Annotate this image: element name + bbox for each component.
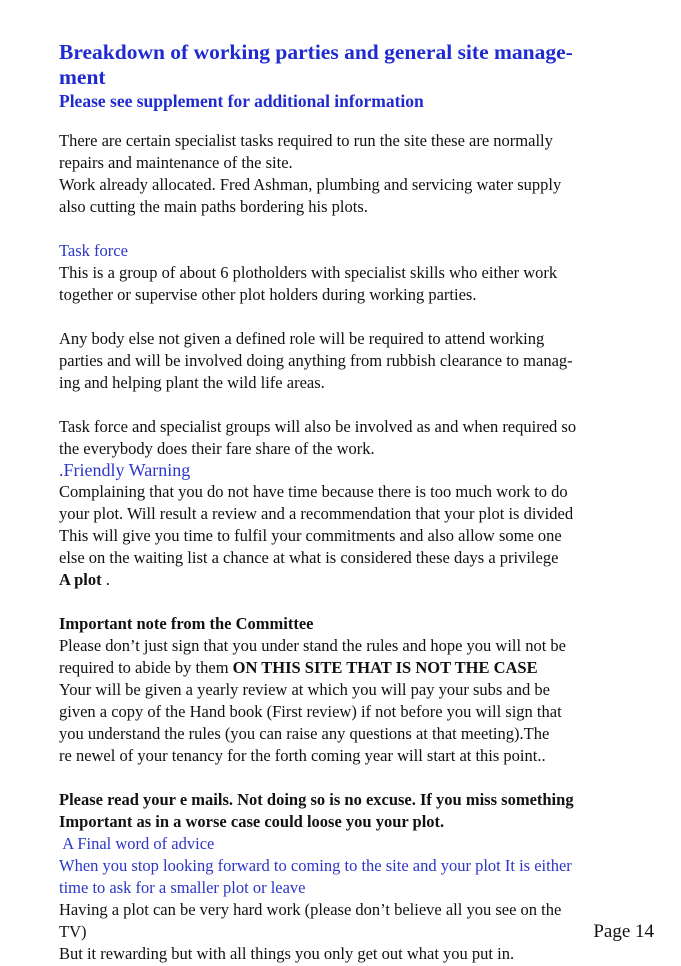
- intro-line: repairs and maintenance of the site.: [59, 153, 293, 172]
- intro-line: Work already allocated. Fred Ashman, plumbing and servicing water supply: [59, 175, 562, 194]
- anybody-line: ing and helping plant the wild life areas.: [59, 373, 325, 392]
- closing-line: Having a plot can be very hard work (please don’t believe all you see on the: [59, 900, 562, 919]
- intro-paragraph: [59, 130, 659, 218]
- intro-line: also cutting the main paths bordering his plots.: [59, 197, 368, 216]
- warning-paragraph: [59, 481, 659, 591]
- note-heading: Important note from the Committee: [59, 614, 314, 633]
- closing-paragraph: [59, 899, 659, 965]
- title-line-2: ment: [59, 65, 106, 89]
- closing-line: But it rewarding but with all things you only get out what you put in.: [59, 944, 515, 963]
- warning-bold-text: A plot: [59, 570, 102, 589]
- warning-line: This will give you time to fulfil your commitments and also allow some one: [59, 526, 562, 545]
- anybody-line: Any body else not given a defined role will be required to attend working: [59, 329, 545, 348]
- anybody-paragraph: [59, 328, 659, 394]
- email-warning: [59, 789, 659, 833]
- anybody-line: parties and will be involved doing anything from rubbish clearance to manag-: [59, 351, 573, 370]
- closing-line: TV): [59, 922, 87, 941]
- specialist-line: the everybody does their fare share of the work.: [59, 439, 375, 458]
- note-line: Your will be given a yearly review at which you will pay your subs and be: [59, 680, 550, 699]
- taskforce-line: together or supervise other plot holders during working parties.: [59, 285, 477, 304]
- advice-line: When you stop looking forward to coming to the site and your plot It is either: [59, 856, 572, 875]
- note-line-prefix: required to abide by them: [59, 658, 233, 677]
- document-page: [59, 40, 659, 965]
- note-line: Please don’t just sign that you under stand the rules and hope you will not be: [59, 636, 566, 655]
- warning-after-text: .: [101, 570, 110, 589]
- email-line: Please read your e mails. Not doing so is no excuse. If you miss something: [59, 790, 574, 809]
- note-line: re newel of your tenancy for the forth coming year will start at this point..: [59, 746, 546, 765]
- page-number: Page 14: [593, 921, 654, 942]
- taskforce-paragraph: [59, 262, 659, 306]
- note-emphasis: ON THIS SITE THAT IS NOT THE CASE: [232, 658, 538, 677]
- email-line: Important as in a worse case could loose you your plot.: [59, 812, 445, 831]
- note-line: you understand the rules (you can raise any questions at that meeting).The: [59, 724, 550, 743]
- warning-line: else on the waiting list a chance at what is considered these days a privilege: [59, 548, 559, 567]
- document-subtitle: Please see supplement for additional information: [59, 91, 424, 111]
- advice-paragraph: [59, 855, 659, 899]
- note-paragraph: [59, 635, 659, 767]
- advice-line: time to ask for a smaller plot or leave: [59, 878, 306, 897]
- warning-line: Complaining that you do not have time because there is too much work to do: [59, 482, 568, 501]
- specialist-paragraph: [59, 416, 659, 460]
- specialist-line: Task force and specialist groups will also be involved as and when required so: [59, 417, 577, 436]
- advice-heading: A Final word of advice: [59, 834, 215, 853]
- title-line-1: Breakdown of working parties and general site manage-: [59, 40, 573, 64]
- warning-line: your plot. Will result a review and a recommendation that your plot is divided: [59, 504, 574, 523]
- taskforce-heading: Task force: [59, 241, 128, 260]
- warning-heading: .Friendly Warning: [59, 460, 191, 480]
- note-line: given a copy of the Hand book (First review) if not before you will sign that: [59, 702, 562, 721]
- document-title: [59, 40, 659, 90]
- taskforce-line: This is a group of about 6 plotholders with specialist skills who either work: [59, 263, 558, 282]
- intro-line: There are certain specialist tasks required to run the site these are normally: [59, 131, 553, 150]
